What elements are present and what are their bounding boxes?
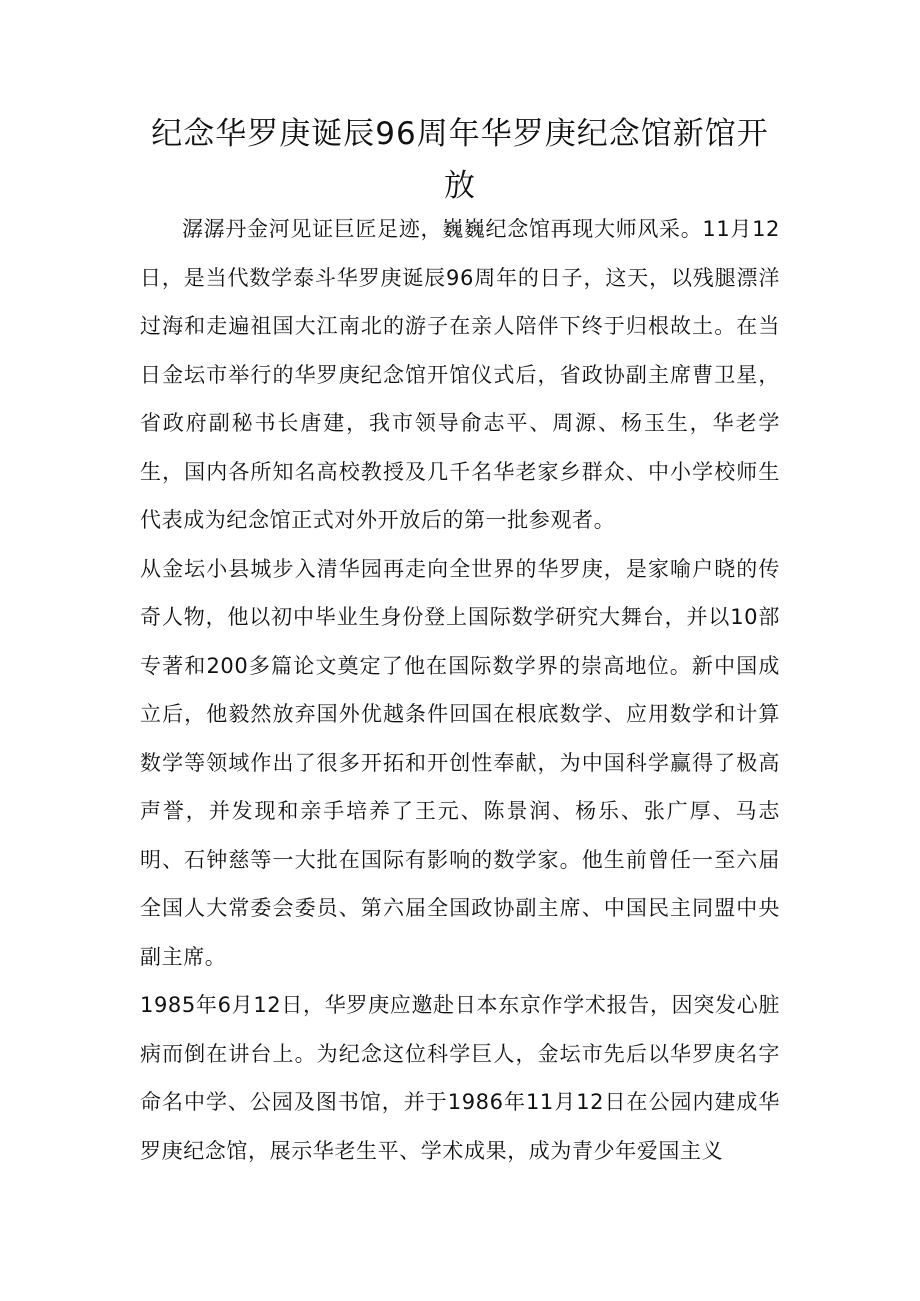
paragraph-memorial-history: 1985年6月12日，华罗庚应邀赴日本东京作学术报告，因突发心脏病而倒在讲台上。为纪念这位科学巨人，金坛市先后以华罗庚名字命名中学、公园及图书馆，并于1986年11月12日在公园内建成华罗庚纪念馆，展示华老生平、学术成果，成为青少年爱国主义: [140, 993, 780, 1163]
paragraph-biography: 从金坛小县城步入清华园再走向全世界的华罗庚，是家喻户晓的传奇人物，他以初中毕业生身份登上国际数学研究大舞台，并以10部专著和200多篇论文奠定了他在国际数学界的崇高地位。新中国成立后，他毅然放弃国外优越条件回国在根底数学、应用数学和计算数学等领域作出了很多开拓和开创性奉献，为中国科学赢得了极高声誉，并发现和亲手培养了王元、陈景润、杨乐、张广厚、马志明、石钟慈等一大批在国际有影响的数学家。他生前曾任一至六届全国人大常委会委员、第六届全国政协副主席、中国民主同盟中央副主席。: [140, 556, 780, 969]
document-title: 纪念华罗庚诞辰96周年华罗庚纪念馆新馆开放: [151, 116, 769, 204]
paragraph-opening: 潺潺丹金河见证巨匠足迹，巍巍纪念馆再现大师风采。11月12日，是当代数学泰斗华罗庚诞辰96周年的日子，这天，以残腿漂洋过海和走遍祖国大江南北的游子在亲人陪伴下终于归根故土。在当日金坛市举行的华罗庚纪念馆开馆仪式后，省政协副主席曹卫星，省政府副秘书长唐建，我市领导俞志平、周源、杨玉生，华老学生，国内各所知名高校教授及几千名华老家乡群众、中小学校师生代表成为纪念馆正式对外开放后的第一批参观者。: [140, 217, 780, 532]
document-body: [140, 205, 780, 1175]
